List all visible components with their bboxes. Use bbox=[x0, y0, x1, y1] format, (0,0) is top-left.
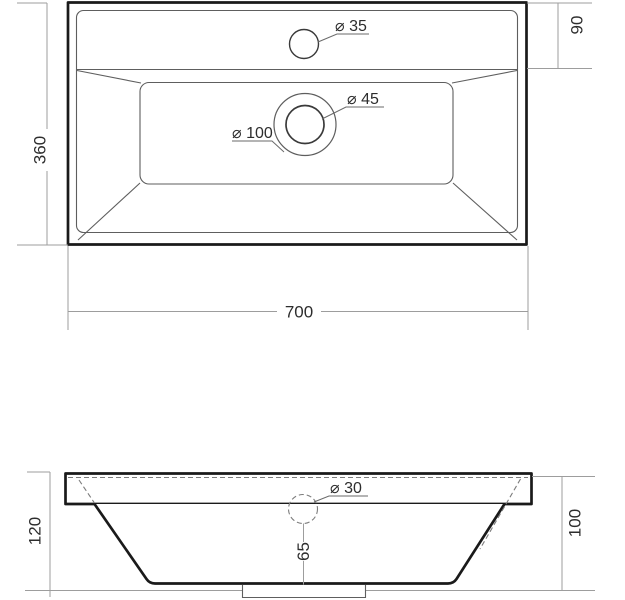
faucet-hole-label: ⌀ 35 bbox=[335, 18, 367, 35]
dim-height-left bbox=[26, 472, 51, 597]
dim-height-right bbox=[532, 477, 595, 592]
dim-deck-label: 90 bbox=[567, 15, 587, 35]
dim-width-label: 700 bbox=[284, 302, 314, 322]
dim-depth-label: 360 bbox=[30, 135, 50, 165]
side-view bbox=[25, 472, 595, 598]
drain-inner-label: ⌀ 45 bbox=[347, 91, 379, 108]
sink-outer-edge bbox=[68, 3, 527, 245]
drain-outer-label: ⌀ 100 bbox=[232, 125, 273, 142]
dim-depth bbox=[17, 3, 68, 245]
dim-height-right-label: 100 bbox=[565, 508, 585, 538]
rim-profile bbox=[66, 474, 532, 505]
dim-height-left-label: 120 bbox=[25, 516, 45, 546]
dim-drain-offset-label: 65 bbox=[294, 542, 313, 561]
dim-deck bbox=[527, 3, 592, 69]
dim-width bbox=[68, 246, 528, 330]
drain-boss bbox=[243, 585, 366, 598]
top-view bbox=[17, 3, 592, 331]
drain-hole-label: ⌀ 30 bbox=[330, 480, 362, 497]
